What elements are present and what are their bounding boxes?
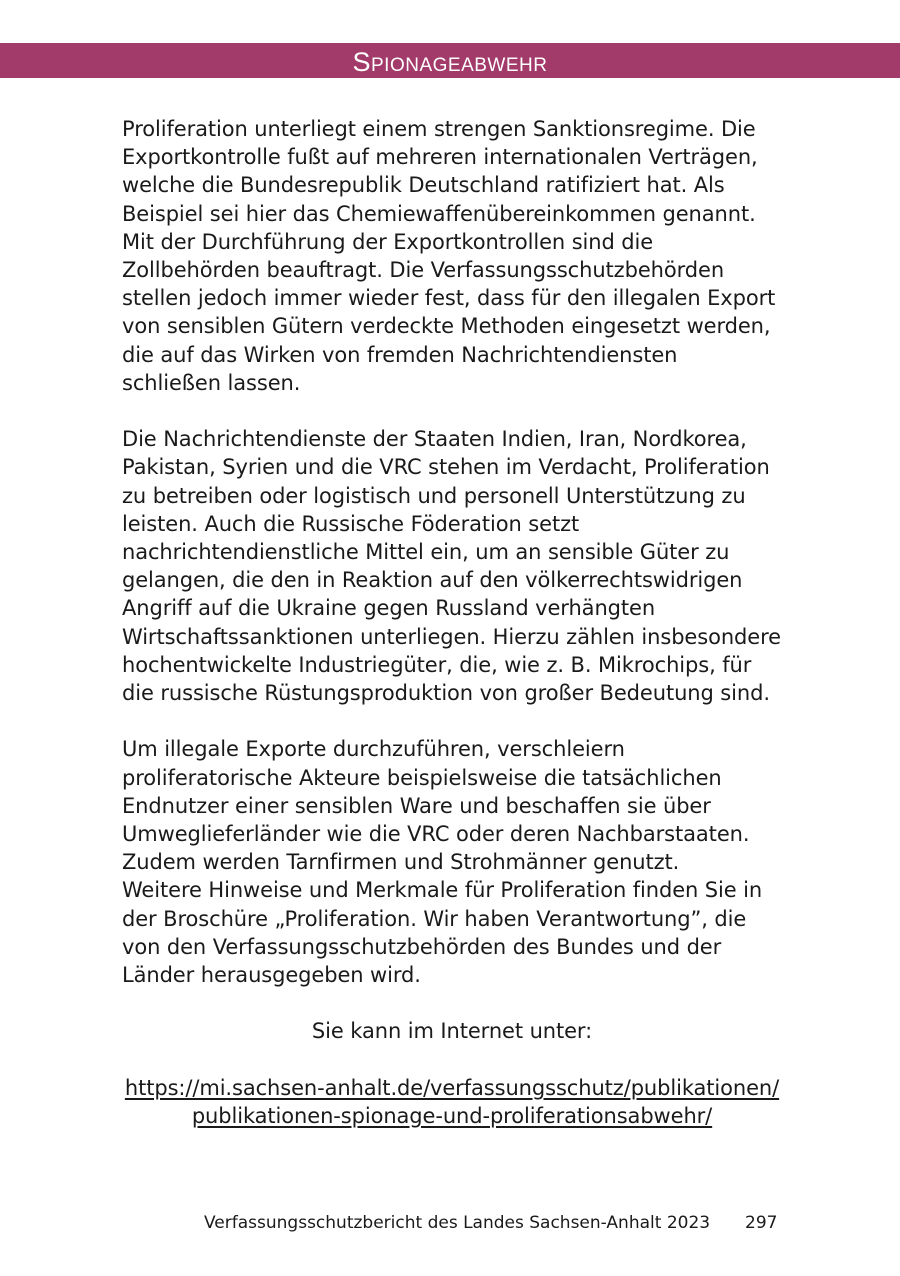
- publication-link-line-2[interactable]: publikationen-spionage-und-proliferationsabwehr/: [191, 1104, 713, 1129]
- section-title: Spionageabwehr: [352, 47, 548, 77]
- paragraph-export-control: Proliferation unterliegt einem strengen Sanktionsregime. Die Exportkontrolle fußt auf mehreren internationalen Verträgen, welche die Bundesrepublik Deutschland ratifiziert hat. Als Beispiel sei hier das Chemiewaffenübereinkommen genannt. Mit der Durchführung der Exportkontrollen sind die Zollbehörden beauftragt. Die Verfassungsschutzbehörden stellen jedoch immer wieder fest, dass für den illegalen Export von sensiblen Gütern verdeckte Methoden eingesetzt werden, die auf das Wirken von fremden Nachrichtendiensten schließen lassen.: [122, 117, 776, 395]
- page-number: 297: [745, 1213, 778, 1233]
- paragraph-spacer: [122, 707, 782, 735]
- section-header-bar: [0, 43, 900, 78]
- paragraph-internet-note: Sie kann im Internet unter:: [311, 1019, 593, 1044]
- paragraph-spacer: [122, 989, 782, 1017]
- publication-link-block: [122, 1074, 782, 1130]
- paragraph-spacer: [122, 1046, 782, 1074]
- publication-link-line-1[interactable]: https://mi.sachsen-anhalt.de/verfassungsschutz/publikationen/: [124, 1075, 780, 1100]
- paragraph-intelligence-services: Die Nachrichtendienste der Staaten Indien, Iran, Nordkorea, Pakistan, Syrien und die VRC stehen im Verdacht, Proliferation zu betreiben oder logistisch und personell Unterstützung zu leisten. Auch die Russische Föderation setzt nachrichtendienstliche Mittel ein, um an sensible Güter zu gelangen, die den in Reaktion auf den völkerrechtswidrigen Angriff auf die Ukraine gegen Russland verhängten Wirtschaftssanktionen unterliegen. Hierzu zählen insbesondere hochentwickelte Industriegüter, die, wie z. B. Mikrochips, für die russische Rüstungsproduktion von großer Bedeutung sind.: [122, 427, 781, 706]
- main-content: [122, 115, 782, 1130]
- paragraph-spacer: [122, 397, 782, 425]
- paragraph-illegal-exports: Um illegale Exporte durchzuführen, verschleiern proliferatorische Akteure beispielsweise die tatsächlichen Endnutzer einer sensiblen Ware und beschaffen sie über Umweglieferländer wie die VRC oder deren Nachbarstaaten. Zudem werden Tarnfirmen und Strohmänner genutzt.: [122, 737, 750, 875]
- footer-report-title: Verfassungsschutzbericht des Landes Sachsen-Anhalt 2023: [204, 1213, 711, 1233]
- paragraph-brochure-info: Weitere Hinweise und Merkmale für Proliferation finden Sie in der Broschüre „Proliferation. Wir haben Verantwortung”, die von den Verfassungsschutzbehörden des Bundes und der Länder herausgegeben wird.: [122, 878, 763, 988]
